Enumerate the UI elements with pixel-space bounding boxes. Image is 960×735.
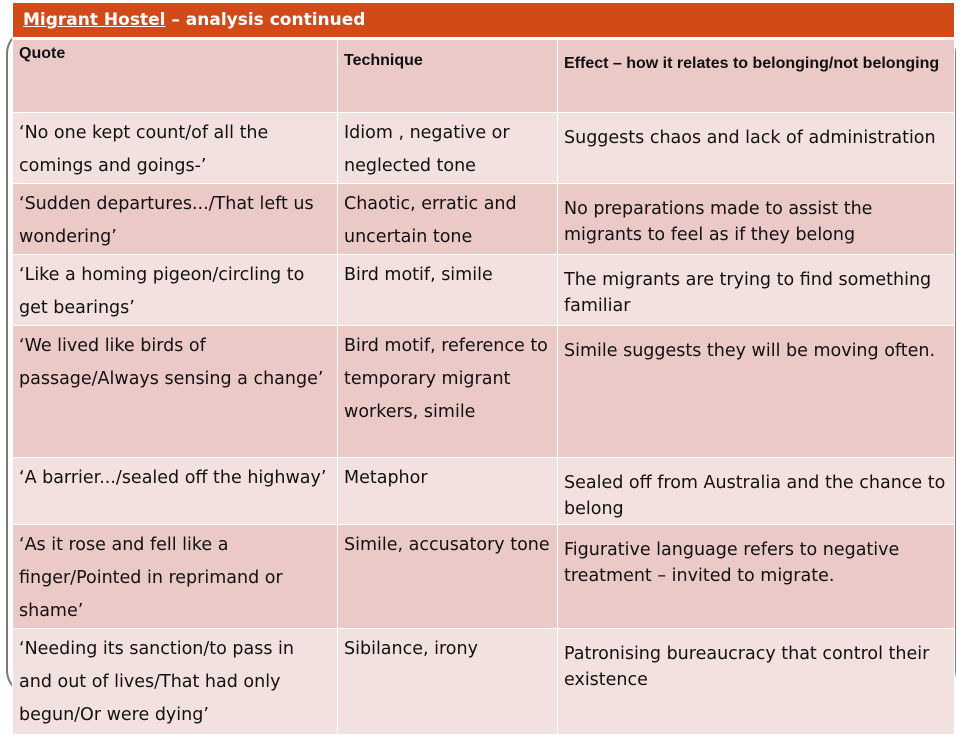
technique-cell: Simile, accusatory tone [338, 525, 558, 629]
technique-cell: Metaphor [338, 458, 558, 525]
technique-cell: Sibilance, irony [338, 629, 558, 735]
effect-cell: Sealed off from Australia and the chance to belong [558, 458, 955, 525]
quote-cell: ‘As it rose and fell like a finger/Pointed in reprimand or shame’ [13, 525, 338, 629]
title-link: Migrant Hostel [23, 10, 166, 30]
quote-cell: ‘Like a homing pigeon/circling to get bearings’ [13, 255, 338, 326]
title-row [13, 3, 955, 39]
technique-cell: Bird motif, reference to temporary migrant workers, simile [338, 326, 558, 458]
quote-cell: ‘We lived like birds of passage/Always sensing a change’ [13, 326, 338, 458]
table-row [13, 326, 955, 458]
header-quote: Quote [13, 39, 338, 113]
table-row [13, 525, 955, 629]
quote-cell: ‘A barrier.../sealed off the highway’ [13, 458, 338, 525]
effect-cell: Simile suggests they will be moving often. [558, 326, 955, 458]
effect-cell: Figurative language refers to negative treatment – invited to migrate. [558, 525, 955, 629]
header-effect: Effect – how it relates to belonging/not belonging [558, 39, 955, 113]
effect-cell: No preparations made to assist the migrants to feel as if they belong [558, 184, 955, 255]
technique-cell: Chaotic, erratic and uncertain tone [338, 184, 558, 255]
table-row [13, 458, 955, 525]
table-row [13, 184, 955, 255]
technique-cell: Bird motif, simile [338, 255, 558, 326]
effect-cell: Suggests chaos and lack of administration [558, 113, 955, 184]
table-title [13, 3, 955, 39]
quote-cell: ‘Needing its sanction/to pass in and out of lives/That had only begun/Or were dying’ [13, 629, 338, 735]
effect-cell: The migrants are trying to find something familiar [558, 255, 955, 326]
technique-cell: Idiom , negative or neglected tone [338, 113, 558, 184]
table-row [13, 255, 955, 326]
table-row [13, 629, 955, 735]
title-rest: – analysis continued [165, 10, 366, 30]
header-technique: Technique [338, 39, 558, 113]
effect-cell: Patronising bureaucracy that control their existence [558, 629, 955, 735]
analysis-table [12, 2, 955, 735]
quote-cell: ‘Sudden departures.../That left us wondering’ [13, 184, 338, 255]
header-row [13, 39, 955, 113]
quote-cell: ‘No one kept count/of all the comings and goings-’ [13, 113, 338, 184]
table-row [13, 113, 955, 184]
